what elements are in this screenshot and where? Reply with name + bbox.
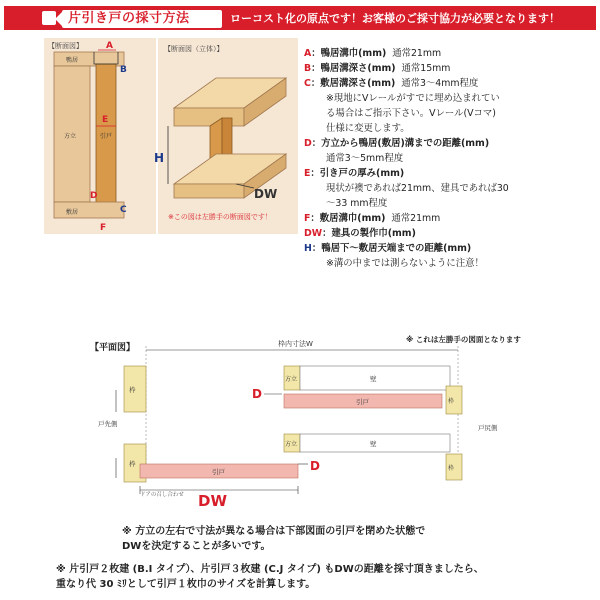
legend-c-note-2: る場合はご指示下さい。Vレール(Vコマ): [326, 108, 496, 119]
note-line-4: 重なり代 30 ﾐﾘとして引戸１枚巾のサイズを計算します。: [56, 579, 316, 590]
section-diagram-panel: [44, 38, 156, 234]
legend-c: C：敷居溝深さ(mm) 通常3～4mm程度: [304, 78, 479, 89]
legend-h: H：鴨居下～敷居天端までの距離(mm): [304, 243, 472, 254]
inner-width-label: 枠内寸法W: [278, 340, 313, 348]
section-note: ※この図は左勝手の断面図です！: [168, 213, 272, 221]
post-top-label: 方立: [285, 376, 298, 383]
top-beam-front-face: [174, 108, 244, 126]
overlap-label: ドアの召し合わせ: [140, 492, 184, 498]
marker-c: C: [120, 205, 127, 215]
sill-shape: [54, 202, 124, 218]
marker-h: H: [154, 151, 165, 165]
plan-view-note: ※ これは左勝手の図面となります: [406, 335, 521, 344]
header-bar: [4, 6, 596, 30]
plan-view-title: 【平面図】: [90, 343, 136, 353]
post-bottom-label: 方立: [285, 441, 298, 448]
wall-bottom-label: 壁: [370, 440, 377, 448]
side-right-label: 戸尻側: [478, 424, 498, 432]
sill-label: 敷居: [66, 209, 79, 216]
perspective-diagram: [154, 38, 298, 234]
door-label: 引戸: [100, 133, 113, 140]
door-open-label: 引戸: [356, 398, 369, 406]
note-block-1: [122, 524, 425, 554]
section-view-label: 【断面図】: [48, 42, 83, 50]
marker-f: F: [100, 223, 107, 233]
marker-dw: DW: [254, 187, 278, 201]
marker-d: D: [90, 191, 98, 201]
legend-e-desc-1: 現状が襖であれば21mm、建具であれば30: [326, 183, 509, 194]
tape-measure-icon: [42, 11, 56, 25]
header-subtitle: ローコスト化の原点です！お客様のご採寸協力が必要となります！: [230, 12, 560, 25]
door-closed-label: 引戸: [212, 468, 225, 476]
perspective-diagram-panel: [154, 38, 298, 234]
legend-dw: DW：建具の製作巾(mm): [304, 228, 416, 239]
legend: [304, 46, 596, 271]
marker-e: E: [102, 115, 109, 125]
legend-d-desc: 通常3～5mm程度: [326, 153, 404, 164]
perspective-view-label: 【断面図（立体）】: [164, 45, 224, 53]
head-label: 鴨居: [66, 57, 79, 64]
right-frame-top-label: 枠: [448, 398, 455, 405]
note-line-3: ※ 片引戸２枚建 (B.I タイプ）、片引戸３枚建 (C.J タイプ) もDWの距離を採寸頂きましたら、: [56, 564, 484, 575]
legend-c-note-1: ※現地にVレールがすでに埋め込まれてい: [326, 93, 500, 104]
note-block-2: [56, 562, 484, 592]
legend-c-note-3: 仕様に変更します。: [326, 123, 410, 134]
page-title: 片引き戸の採寸方法: [62, 10, 222, 28]
legend-h-note: ※溝の中までは測らないように注意！: [326, 258, 484, 269]
post-label: 方立: [64, 133, 77, 140]
plan-marker-d-bottom: D: [310, 459, 320, 473]
legend-d: D：方立から鴨居(敷居)溝までの距離(mm): [304, 138, 490, 149]
legend-a: A：鴨居溝巾(mm) 通常21mm: [304, 48, 442, 59]
plan-marker-dw: DW: [198, 492, 227, 510]
legend-e-desc-2: ～33 mm程度: [326, 198, 388, 209]
plan-marker-d-top: D: [252, 387, 262, 401]
note-line-2: DWを決定することが多いです。: [122, 541, 271, 552]
note-line-1: ※ 方立の左右で寸法が異なる場合は下部図面の引戸を閉めた状態で: [122, 526, 426, 537]
sill-front-face: [174, 184, 244, 198]
section-diagram: [44, 38, 156, 234]
legend-f: F：敷居溝巾(mm) 通常21mm: [304, 213, 441, 224]
wall-top-label: 壁: [370, 375, 377, 383]
left-frame-top-label: 枠: [129, 386, 136, 394]
legend-b: B：鴨居溝深さ(mm) 通常15mm: [304, 63, 451, 74]
marker-b: B: [120, 65, 127, 75]
side-left-label: 戸先側: [98, 420, 118, 428]
marker-a: A: [106, 41, 113, 51]
left-frame-bottom-label: 枠: [129, 460, 136, 468]
right-frame-bottom-label: 枠: [448, 465, 455, 472]
legend-e: E：引き戸の厚み(mm): [304, 168, 405, 179]
plan-diagram: [88, 330, 508, 510]
